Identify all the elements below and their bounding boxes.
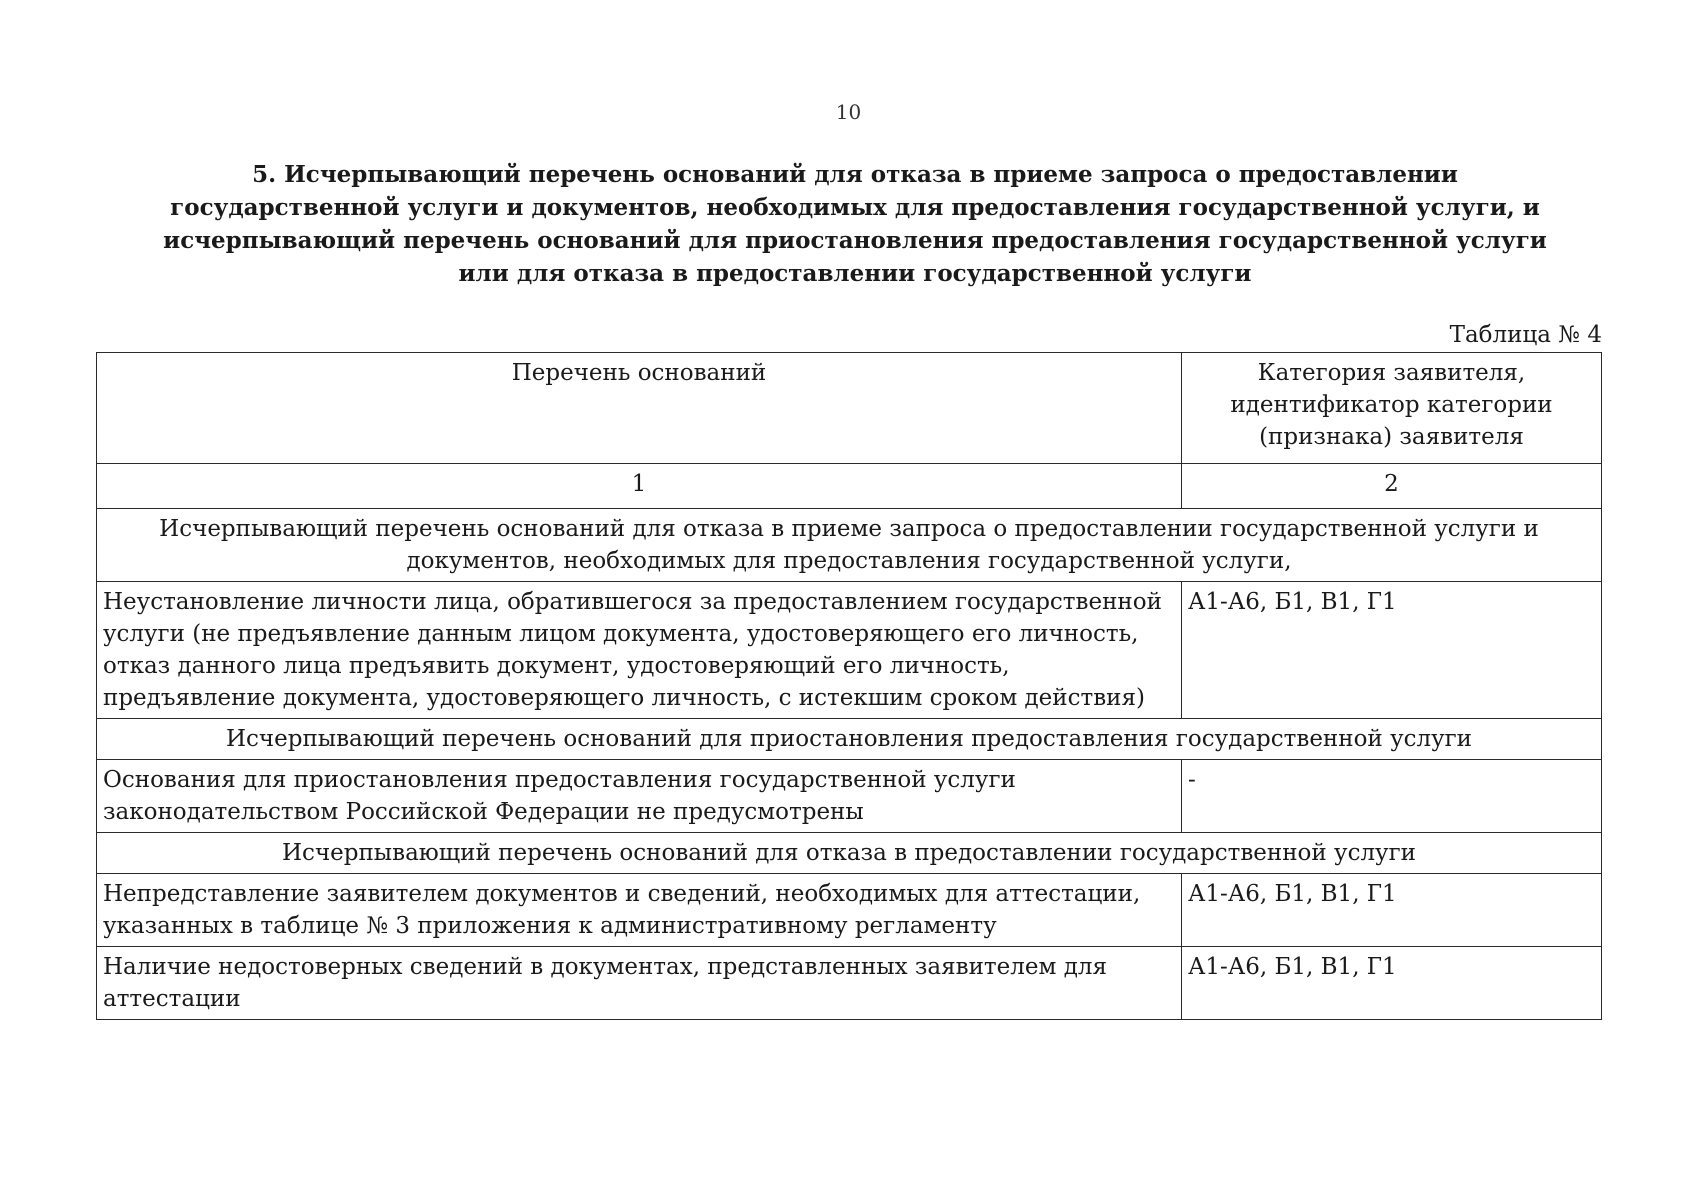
section-title: 5. Исчерпывающий перечень оснований для отказа в приеме запроса о предоставлении государственной услуги и документов, необходимых для предоставления государственной услуги, и исчерпывающий перечень оснований для приостановления предоставления государственной услуги или для отказа в предоставлении государственной услуги [163, 161, 1547, 287]
section-heading-row [97, 833, 1602, 874]
section-heading-suspension: Исчерпывающий перечень оснований для приостановления предоставления государственной услуги [97, 719, 1602, 760]
reason-cell: Неустановление личности лица, обратившегося за предоставлением государственной услуги (не предъявление данным лицом документа, удостоверяющего его личность, отказ данного лица предъявить документ, удостоверяющий его личность, предъявление документа, удостоверяющего личность, с истекшим сроком действия) [97, 582, 1182, 719]
column-number-1: 1 [97, 464, 1182, 509]
table-header-row [97, 353, 1602, 464]
category-cell: А1-А6, Б1, В1, Г1 [1182, 947, 1602, 1020]
category-cell: - [1182, 760, 1602, 833]
reason-cell: Наличие недостоверных сведений в документах, представленных заявителем для аттестации [97, 947, 1182, 1020]
column-number-row [97, 464, 1602, 509]
table-row [97, 760, 1602, 833]
table-label: Таблица № 4 [1449, 322, 1602, 348]
section-heading-refusal-service: Исчерпывающий перечень оснований для отказа в предоставлении государственной услуги [97, 833, 1602, 874]
section-heading-row [97, 509, 1602, 582]
section-heading-refusal-acceptance: Исчерпывающий перечень оснований для отказа в приеме запроса о предоставлении государственной услуги и документов, необходимых для предоставления государственной услуги, [97, 509, 1602, 582]
header-applicant-category: Категория заявителя, идентификатор категории (признака) заявителя [1182, 353, 1602, 464]
table-row [97, 947, 1602, 1020]
reason-cell: Непредставление заявителем документов и сведений, необходимых для аттестации, указанных в таблице № 3 приложения к административному регламенту [97, 874, 1182, 947]
table-row [97, 874, 1602, 947]
table-row [97, 582, 1602, 719]
header-grounds-list: Перечень оснований [97, 353, 1182, 464]
category-cell: А1-А6, Б1, В1, Г1 [1182, 874, 1602, 947]
grounds-table [96, 352, 1602, 1020]
category-cell: А1-А6, Б1, В1, Г1 [1182, 582, 1602, 719]
reason-cell: Основания для приостановления предоставления государственной услуги законодательством Российской Федерации не предусмотрены [97, 760, 1182, 833]
page-number: 10 [835, 100, 862, 124]
column-number-2: 2 [1182, 464, 1602, 509]
section-heading-row [97, 719, 1602, 760]
